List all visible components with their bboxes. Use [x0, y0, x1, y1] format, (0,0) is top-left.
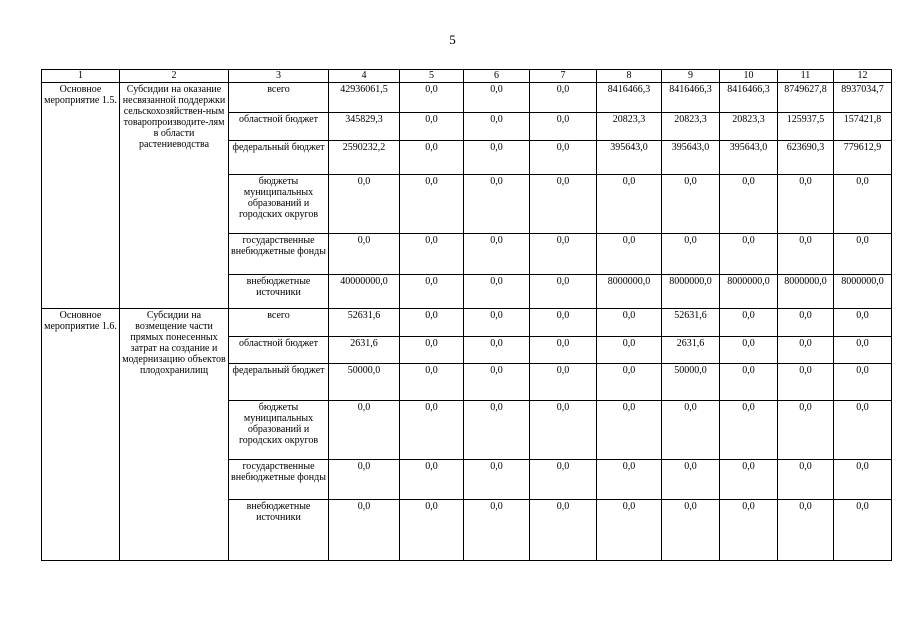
- funding-source-cell: внебюджетные источники: [229, 500, 329, 561]
- amount-cell: 0,0: [662, 500, 720, 561]
- amount-cell: 0,0: [834, 175, 892, 234]
- amount-cell: 0,0: [400, 364, 464, 401]
- amount-cell: 0,0: [597, 401, 662, 460]
- amount-cell: 0,0: [464, 113, 530, 141]
- amount-cell: 0,0: [400, 234, 464, 275]
- table-row: [42, 83, 892, 113]
- column-header: 5: [400, 70, 464, 83]
- amount-cell: 52631,6: [329, 309, 400, 337]
- amount-cell: 623690,3: [778, 141, 834, 175]
- funding-source-cell: внебюджетные источники: [229, 275, 329, 309]
- amount-cell: 0,0: [400, 275, 464, 309]
- funding-source-cell: государственные внебюджетные фонды: [229, 234, 329, 275]
- funding-source-cell: бюджеты муниципальных образований и городских округов: [229, 175, 329, 234]
- column-header: 10: [720, 70, 778, 83]
- amount-cell: 0,0: [464, 234, 530, 275]
- amount-cell: 0,0: [530, 364, 597, 401]
- amount-cell: 0,0: [720, 234, 778, 275]
- amount-cell: 0,0: [597, 460, 662, 500]
- funding-source-cell: федеральный бюджет: [229, 364, 329, 401]
- amount-cell: 0,0: [530, 83, 597, 113]
- amount-cell: 0,0: [400, 83, 464, 113]
- amount-cell: 0,0: [464, 275, 530, 309]
- amount-cell: 0,0: [464, 364, 530, 401]
- amount-cell: 0,0: [329, 234, 400, 275]
- amount-cell: 8416466,3: [597, 83, 662, 113]
- amount-cell: 0,0: [400, 113, 464, 141]
- amount-cell: 8937034,7: [834, 83, 892, 113]
- funding-source-cell: всего: [229, 309, 329, 337]
- amount-cell: 0,0: [530, 309, 597, 337]
- amount-cell: 0,0: [834, 401, 892, 460]
- amount-cell: 0,0: [530, 175, 597, 234]
- activity-name-cell: Основное мероприятие 1.6.: [42, 309, 120, 561]
- amount-cell: 50000,0: [662, 364, 720, 401]
- amount-cell: 0,0: [778, 364, 834, 401]
- amount-cell: 395643,0: [662, 141, 720, 175]
- amount-cell: 8000000,0: [720, 275, 778, 309]
- amount-cell: 0,0: [597, 500, 662, 561]
- amount-cell: 0,0: [530, 460, 597, 500]
- column-header: 2: [120, 70, 229, 83]
- amount-cell: 0,0: [400, 175, 464, 234]
- amount-cell: 42936061,5: [329, 83, 400, 113]
- amount-cell: 0,0: [834, 364, 892, 401]
- amount-cell: 0,0: [464, 401, 530, 460]
- amount-cell: 8416466,3: [720, 83, 778, 113]
- column-header: 3: [229, 70, 329, 83]
- amount-cell: 779612,9: [834, 141, 892, 175]
- amount-cell: 0,0: [464, 309, 530, 337]
- amount-cell: 0,0: [778, 234, 834, 275]
- amount-cell: 0,0: [720, 401, 778, 460]
- amount-cell: 0,0: [720, 337, 778, 364]
- amount-cell: 0,0: [464, 83, 530, 113]
- amount-cell: 0,0: [464, 337, 530, 364]
- page-number: 5: [449, 32, 456, 47]
- activity-description-cell: Субсидии на возмещение части прямых понесенных затрат на создание и модернизацию объектов плодохранилищ: [120, 309, 229, 561]
- amount-cell: 345829,3: [329, 113, 400, 141]
- column-header: 4: [329, 70, 400, 83]
- funding-table: [41, 69, 892, 561]
- amount-cell: 0,0: [662, 175, 720, 234]
- amount-cell: 0,0: [597, 234, 662, 275]
- amount-cell: 2590232,2: [329, 141, 400, 175]
- amount-cell: 0,0: [329, 401, 400, 460]
- amount-cell: 0,0: [720, 309, 778, 337]
- amount-cell: 0,0: [662, 234, 720, 275]
- amount-cell: 0,0: [720, 500, 778, 561]
- amount-cell: 0,0: [720, 175, 778, 234]
- funding-source-cell: государственные внебюджетные фонды: [229, 460, 329, 500]
- amount-cell: 0,0: [530, 337, 597, 364]
- amount-cell: 0,0: [530, 113, 597, 141]
- amount-cell: 0,0: [400, 401, 464, 460]
- amount-cell: 0,0: [464, 500, 530, 561]
- amount-cell: 0,0: [597, 337, 662, 364]
- funding-source-cell: бюджеты муниципальных образований и городских округов: [229, 401, 329, 460]
- amount-cell: 0,0: [329, 175, 400, 234]
- amount-cell: 0,0: [400, 500, 464, 561]
- amount-cell: 0,0: [464, 175, 530, 234]
- funding-source-cell: федеральный бюджет: [229, 141, 329, 175]
- amount-cell: 0,0: [662, 460, 720, 500]
- column-number-header-row: [42, 70, 892, 83]
- amount-cell: 157421,8: [834, 113, 892, 141]
- amount-cell: 8416466,3: [662, 83, 720, 113]
- amount-cell: 395643,0: [597, 141, 662, 175]
- amount-cell: 0,0: [778, 460, 834, 500]
- activity-description-cell: Субсидии на оказание несвязанной поддержки сельскохозяйствен-ным товаропроизводите-лям в области растениеводства: [120, 83, 229, 309]
- amount-cell: 0,0: [530, 141, 597, 175]
- amount-cell: 8000000,0: [662, 275, 720, 309]
- amount-cell: 8000000,0: [597, 275, 662, 309]
- column-header: 6: [464, 70, 530, 83]
- amount-cell: 0,0: [597, 309, 662, 337]
- amount-cell: 395643,0: [720, 141, 778, 175]
- amount-cell: 0,0: [329, 500, 400, 561]
- amount-cell: 125937,5: [778, 113, 834, 141]
- amount-cell: 0,0: [720, 460, 778, 500]
- column-header: 1: [42, 70, 120, 83]
- amount-cell: 50000,0: [329, 364, 400, 401]
- table-row: [42, 309, 892, 337]
- amount-cell: 0,0: [834, 337, 892, 364]
- amount-cell: 2631,6: [662, 337, 720, 364]
- column-header: 9: [662, 70, 720, 83]
- amount-cell: 0,0: [597, 175, 662, 234]
- amount-cell: 0,0: [530, 500, 597, 561]
- amount-cell: 8000000,0: [834, 275, 892, 309]
- amount-cell: 0,0: [530, 401, 597, 460]
- amount-cell: 0,0: [834, 500, 892, 561]
- amount-cell: 0,0: [720, 364, 778, 401]
- amount-cell: 0,0: [834, 234, 892, 275]
- amount-cell: 20823,3: [720, 113, 778, 141]
- amount-cell: 0,0: [834, 460, 892, 500]
- amount-cell: 0,0: [778, 401, 834, 460]
- amount-cell: 0,0: [464, 460, 530, 500]
- amount-cell: 0,0: [778, 337, 834, 364]
- amount-cell: 0,0: [778, 175, 834, 234]
- amount-cell: 0,0: [400, 141, 464, 175]
- amount-cell: 8749627,8: [778, 83, 834, 113]
- amount-cell: 0,0: [662, 401, 720, 460]
- funding-source-cell: всего: [229, 83, 329, 113]
- amount-cell: 0,0: [464, 141, 530, 175]
- amount-cell: 8000000,0: [778, 275, 834, 309]
- funding-source-cell: областной бюджет: [229, 113, 329, 141]
- column-header: 12: [834, 70, 892, 83]
- amount-cell: 0,0: [778, 309, 834, 337]
- amount-cell: 0,0: [400, 309, 464, 337]
- amount-cell: 20823,3: [597, 113, 662, 141]
- amount-cell: 2631,6: [329, 337, 400, 364]
- amount-cell: 0,0: [778, 500, 834, 561]
- activity-name-cell: Основное мероприятие 1.5.: [42, 83, 120, 309]
- amount-cell: 0,0: [400, 337, 464, 364]
- amount-cell: 0,0: [834, 309, 892, 337]
- amount-cell: 40000000,0: [329, 275, 400, 309]
- amount-cell: 0,0: [530, 234, 597, 275]
- amount-cell: 0,0: [400, 460, 464, 500]
- amount-cell: 0,0: [329, 460, 400, 500]
- column-header: 11: [778, 70, 834, 83]
- amount-cell: 0,0: [530, 275, 597, 309]
- column-header: 8: [597, 70, 662, 83]
- amount-cell: 0,0: [597, 364, 662, 401]
- funding-source-cell: областной бюджет: [229, 337, 329, 364]
- amount-cell: 20823,3: [662, 113, 720, 141]
- amount-cell: 52631,6: [662, 309, 720, 337]
- column-header: 7: [530, 70, 597, 83]
